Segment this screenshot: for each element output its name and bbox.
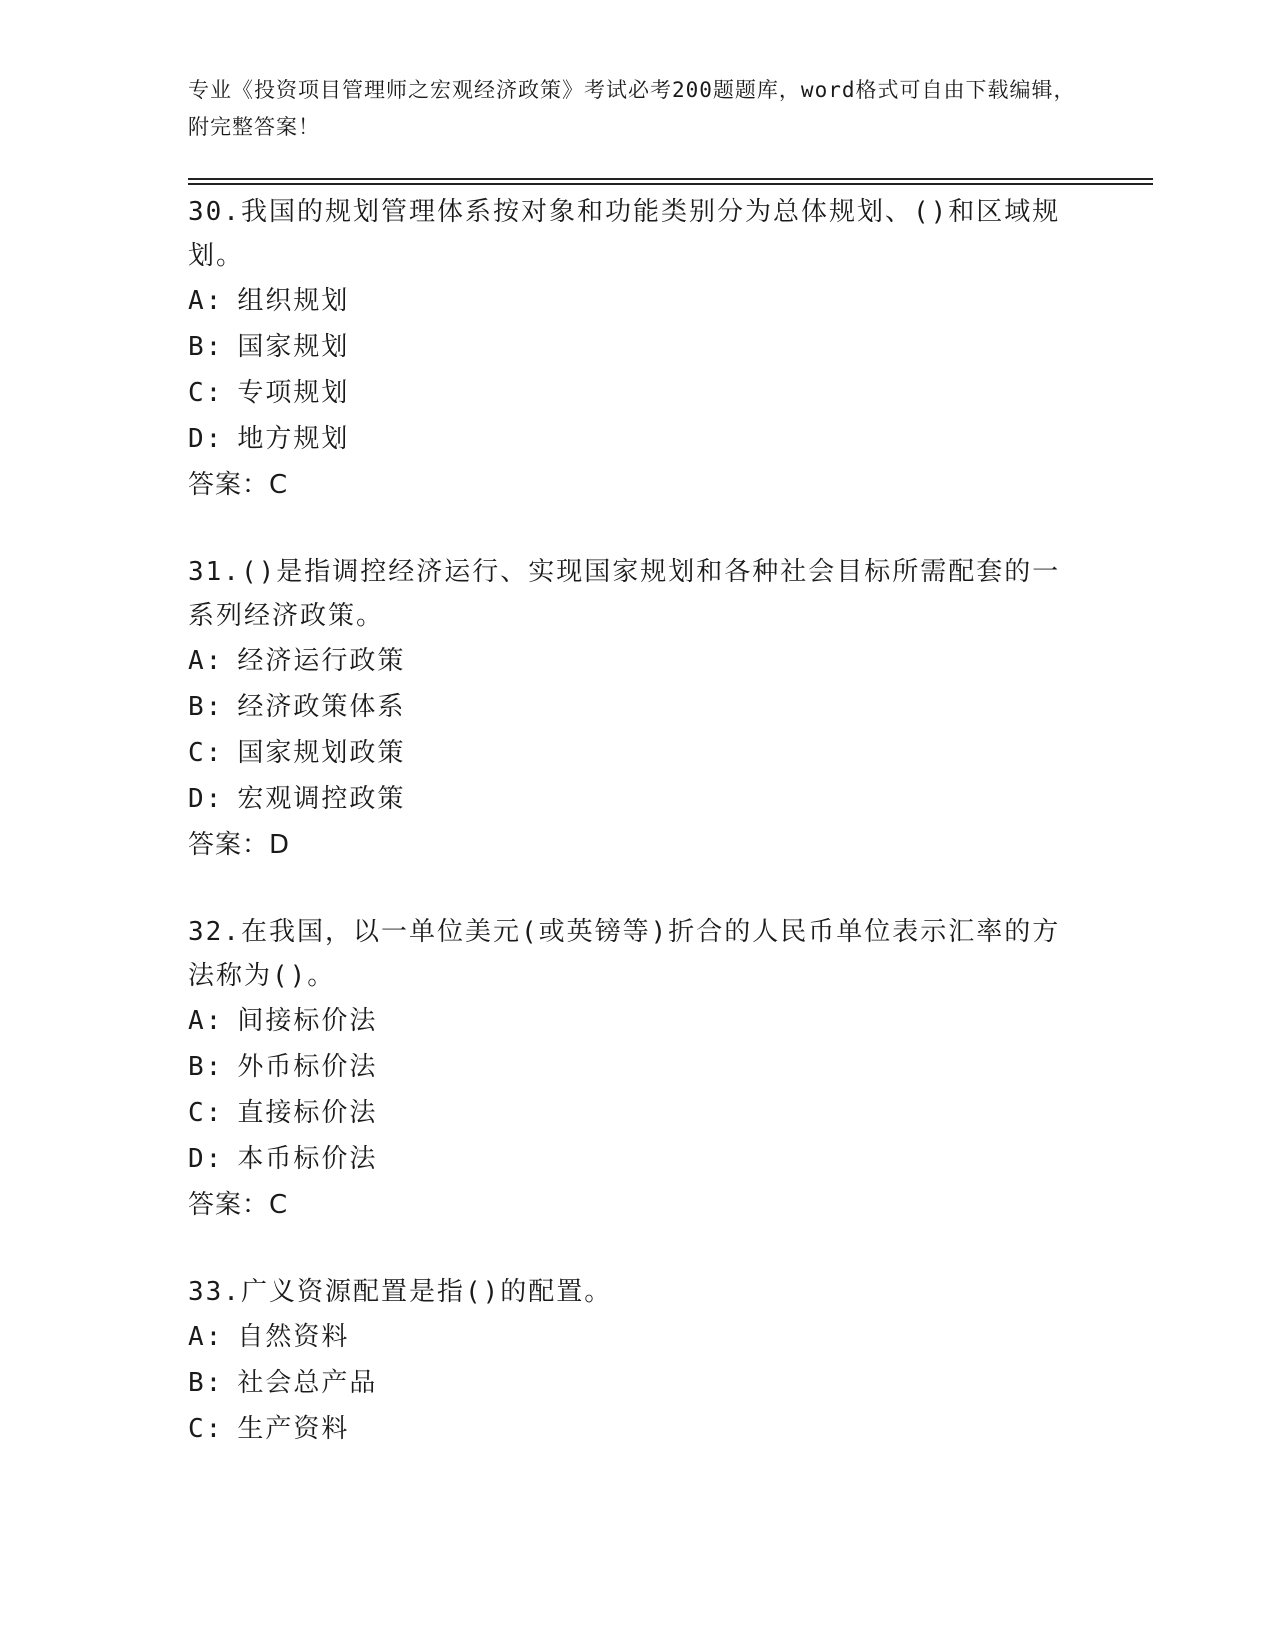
option-d (188, 1136, 1088, 1182)
option-a (188, 278, 1088, 324)
option-key: B: (188, 1052, 224, 1082)
question-32 (188, 910, 1088, 1228)
option-b (188, 1360, 1088, 1406)
option-key: A: (188, 286, 224, 316)
option-text: 组织规划 (237, 286, 350, 316)
answer: 答案：D (188, 830, 291, 860)
option-text: 外币标价法 (237, 1052, 378, 1082)
option-key: C: (188, 378, 224, 408)
option-text: 自然资料 (237, 1322, 350, 1352)
option-key: C: (188, 1098, 224, 1128)
question-list (188, 190, 1088, 1494)
question-stem: 32.在我国，以一单位美元(或英镑等)折合的人民币单位表示汇率的方法称为()。 (188, 917, 1061, 991)
option-text: 直接标价法 (237, 1098, 378, 1128)
option-key: D: (188, 784, 224, 814)
option-b (188, 1044, 1088, 1090)
answer: 答案：C (188, 470, 289, 500)
question-stem: 31.()是指调控经济运行、实现国家规划和各种社会目标所需配套的一系列经济政策。 (188, 557, 1061, 631)
header-divider-top (188, 178, 1153, 180)
option-text: 生产资料 (237, 1414, 350, 1444)
option-a (188, 998, 1088, 1044)
option-text: 经济运行政策 (237, 646, 406, 676)
option-text: 地方规划 (237, 424, 350, 454)
question-stem: 30.我国的规划管理体系按对象和功能类别分为总体规划、()和区域规划。 (188, 197, 1061, 271)
option-b (188, 684, 1088, 730)
option-c (188, 1406, 1088, 1452)
option-key: A: (188, 646, 224, 676)
question-33 (188, 1270, 1088, 1452)
question-stem: 33.广义资源配置是指()的配置。 (188, 1277, 613, 1307)
option-text: 国家规划 (237, 332, 350, 362)
option-text: 宏观调控政策 (237, 784, 406, 814)
option-d (188, 416, 1088, 462)
option-a (188, 638, 1088, 684)
option-key: A: (188, 1006, 224, 1036)
option-text: 专项规划 (237, 378, 350, 408)
option-key: B: (188, 1368, 224, 1398)
option-text: 社会总产品 (237, 1368, 378, 1398)
option-key: B: (188, 332, 224, 362)
option-key: C: (188, 1414, 224, 1444)
option-a (188, 1314, 1088, 1360)
option-d (188, 776, 1088, 822)
option-c (188, 1090, 1088, 1136)
header-divider-bottom (188, 183, 1153, 185)
option-text: 间接标价法 (237, 1006, 378, 1036)
question-30 (188, 190, 1088, 508)
option-text: 本币标价法 (237, 1144, 378, 1174)
option-key: B: (188, 692, 224, 722)
option-key: A: (188, 1322, 224, 1352)
option-key: D: (188, 424, 224, 454)
option-c (188, 370, 1088, 416)
option-text: 经济政策体系 (237, 692, 406, 722)
question-31 (188, 550, 1088, 868)
option-text: 国家规划政策 (237, 738, 406, 768)
option-b (188, 324, 1088, 370)
document-header: 专业《投资项目管理师之宏观经济政策》考试必考200题题库，word格式可自由下载编辑，附完整答案！ (188, 78, 1076, 139)
option-c (188, 730, 1088, 776)
option-key: C: (188, 738, 224, 768)
option-key: D: (188, 1144, 224, 1174)
answer: 答案：C (188, 1190, 289, 1220)
